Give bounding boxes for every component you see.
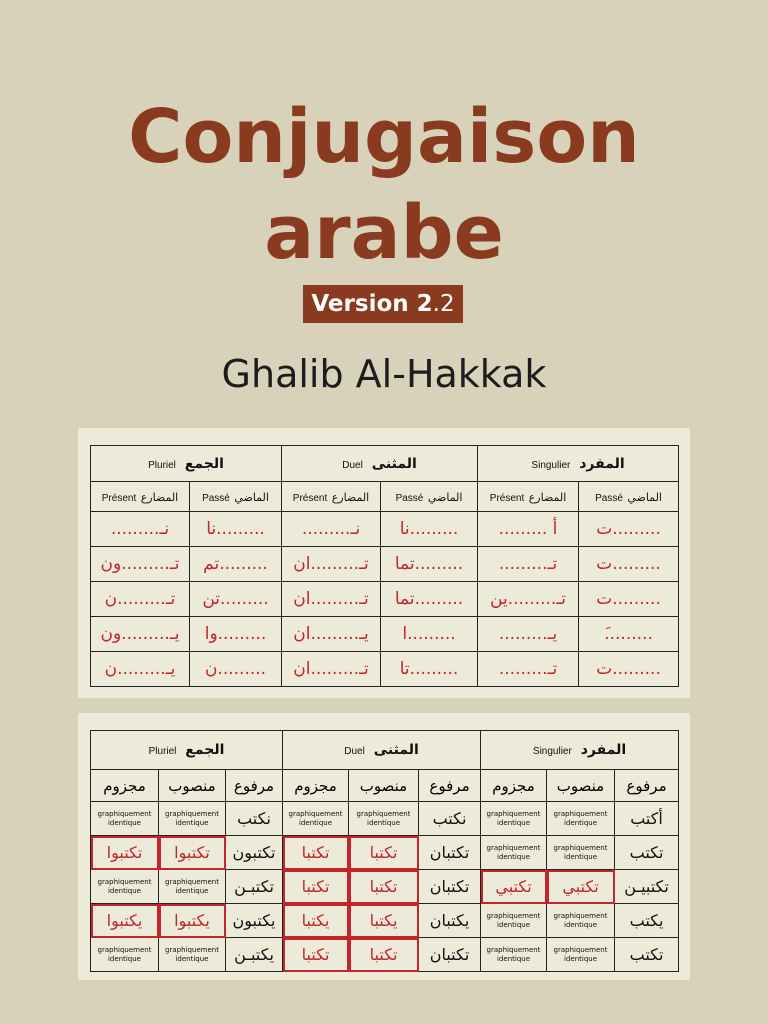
mood-jussive-header: مجزوم (481, 770, 547, 802)
identical-note-line1: graphiquement (165, 877, 219, 886)
conjugation-cell (282, 547, 381, 582)
conjugation-form: تكتب (629, 843, 664, 862)
conjugation-cell (349, 870, 419, 904)
conjugation-cell (381, 512, 478, 547)
conjugation-cell (282, 652, 381, 687)
past-label-ar: الماضي (234, 490, 269, 504)
past-header (190, 482, 282, 512)
identical-note-line1: graphiquement (553, 911, 608, 920)
conjugation-form: تكتبون (232, 843, 276, 862)
identical-note-line1: graphiquement (486, 911, 541, 920)
group-label-fr: Pluriel (148, 746, 177, 757)
conjugation-cell (579, 512, 679, 547)
present-header (478, 482, 579, 512)
conjugation-form: نكتب (237, 809, 271, 828)
mood-subjunctive-header: منصوب (547, 770, 615, 802)
conjugation-cell (283, 836, 349, 870)
group-label-ar: المثنى (373, 742, 419, 758)
conjugation-form: نـ......... (301, 519, 361, 539)
conjugation-form: تـ.........ان (293, 659, 369, 679)
conjugation-form: تـ.........ان (293, 554, 369, 574)
table-header-row (91, 731, 679, 770)
identical-note-line1: graphiquement (165, 945, 219, 954)
conjugation-form: يـ.........ون (100, 624, 180, 644)
identical-note-line2: identique (299, 818, 333, 827)
conjugation-cell (91, 547, 190, 582)
identical-note-line2: identique (107, 886, 141, 895)
group-header-singular (478, 446, 679, 482)
mood-indicative-header: مرفوع (615, 770, 679, 802)
identical-form-note (91, 870, 159, 904)
conjugation-cell (283, 904, 349, 938)
identical-form-note (547, 802, 615, 836)
table-row (91, 652, 679, 687)
conjugation-cell (226, 904, 283, 938)
conjugation-cell (615, 938, 679, 972)
version-label: Version 2 (311, 291, 433, 317)
conjugation-form: يـ......... (498, 624, 558, 644)
conjugation-form: تكتبا (369, 945, 398, 964)
conjugation-cell (615, 870, 679, 904)
table-header-row (91, 446, 679, 482)
conjugation-cell (381, 617, 478, 652)
identical-form-note (547, 938, 615, 972)
table-row (91, 938, 679, 972)
identical-note-line2: identique (107, 954, 141, 963)
conjugation-cell (419, 870, 481, 904)
conjugation-form: تـ.........ون (100, 554, 180, 574)
conjugation-form: تكتبوا (106, 843, 143, 862)
present-label-fr: Présent (292, 492, 328, 504)
conjugation-cell (349, 904, 419, 938)
conjugation-form: يكتبا (369, 911, 398, 930)
identical-note-line2: identique (175, 954, 209, 963)
identical-note-line1: graphiquement (486, 945, 541, 954)
conjugation-form: .........ت (596, 659, 661, 679)
identical-note-line1: graphiquement (486, 843, 541, 852)
identical-form-note (481, 904, 547, 938)
group-header-dual (282, 446, 478, 482)
conjugation-form: نكتب (432, 809, 467, 828)
conjugation-cell (419, 938, 481, 972)
group-label-fr: Pluriel (148, 459, 176, 471)
conjugation-form: .........تا (399, 659, 459, 679)
past-label-fr: Passé (395, 492, 424, 504)
past-label-ar: الماضي (427, 490, 463, 504)
conjugation-cell (226, 802, 283, 836)
conjugation-form: تكتبا (301, 843, 330, 862)
group-label-fr: Duel (342, 459, 363, 471)
present-header (282, 482, 381, 512)
table-row (91, 870, 679, 904)
identical-note-line1: graphiquement (288, 809, 343, 818)
identical-form-note (159, 870, 226, 904)
conjugation-cell (381, 547, 478, 582)
conjugation-cell (226, 836, 283, 870)
present-label-fr: Présent (101, 492, 137, 504)
conjugation-cell (419, 802, 481, 836)
conjugation-form: .........ت (596, 554, 661, 574)
table-row (91, 617, 679, 652)
identical-note-line1: graphiquement (97, 877, 152, 886)
conjugation-form: تكتبـن (234, 877, 274, 896)
identical-note-line2: identique (497, 954, 531, 963)
conjugation-cell (615, 904, 679, 938)
identical-form-note (481, 802, 547, 836)
conjugation-cell (349, 938, 419, 972)
conjugation-form: تكتب (629, 945, 664, 964)
conjugation-form: .........تم (203, 554, 268, 574)
identical-form-note (283, 802, 349, 836)
conjugation-cell (579, 582, 679, 617)
conjugation-form: تكتبا (369, 877, 398, 896)
conjugation-form: تكتبا (301, 877, 330, 896)
identical-note-line1: graphiquement (165, 809, 219, 818)
conjugation-form: يكتبا (301, 911, 330, 930)
conjugation-cell (579, 652, 679, 687)
conjugation-form: تكتبان (429, 877, 470, 896)
identical-form-note (159, 938, 226, 972)
conjugation-form: .........تما (394, 554, 464, 574)
identical-note-line1: graphiquement (553, 809, 608, 818)
conjugation-cell (478, 547, 579, 582)
past-label-ar: الماضي (627, 490, 662, 504)
identical-note-line1: graphiquement (553, 843, 608, 852)
conjugation-cell (91, 512, 190, 547)
conjugation-form: يكتبـن (234, 945, 274, 964)
conjugation-form: تـ.........ن (104, 589, 176, 609)
table-row (91, 802, 679, 836)
conjugation-cell (381, 582, 478, 617)
conjugation-cell (481, 870, 547, 904)
group-label-ar: الجمع (185, 742, 225, 758)
conjugation-cell (190, 617, 282, 652)
identical-note-line2: identique (497, 818, 531, 827)
version-minor: .2 (432, 291, 455, 317)
conjugation-cell (91, 617, 190, 652)
conjugation-form: .........نا (206, 519, 265, 539)
conjugation-cell (283, 870, 349, 904)
conjugation-cell (91, 904, 159, 938)
group-header-singular (481, 731, 679, 770)
conjugation-form: تـ......... (498, 554, 558, 574)
conjugation-cell (615, 836, 679, 870)
conjugation-cell (478, 582, 579, 617)
conjugation-cell (282, 617, 381, 652)
conjugation-cell (283, 938, 349, 972)
conjugation-form: تكتبا (301, 945, 330, 964)
conjugation-form: .........ا (402, 624, 456, 644)
conjugation-form: تكتبا (369, 843, 398, 862)
conjugation-cell (282, 582, 381, 617)
conjugation-form: تكتبوا (174, 843, 210, 862)
identical-form-note (547, 904, 615, 938)
mood-subjunctive-header: منصوب (349, 770, 419, 802)
identical-note-line2: identique (564, 818, 598, 827)
identical-note-line2: identique (497, 920, 531, 929)
conjugation-cell (190, 547, 282, 582)
conjugation-cell (579, 547, 679, 582)
conjugation-cell (478, 617, 579, 652)
mood-header-row (91, 770, 679, 802)
conjugation-form: تكتبيـن (624, 877, 669, 896)
conjugation-form: يكتبوا (174, 911, 210, 930)
mood-subjunctive-header: منصوب (159, 770, 226, 802)
conjugation-form: تكتبي (495, 877, 532, 896)
conjugation-cell (159, 836, 226, 870)
table-row (91, 904, 679, 938)
identical-form-note (91, 938, 159, 972)
conjugation-form: .........تما (394, 589, 464, 609)
conjugation-form: .........نا (399, 519, 459, 539)
identical-form-note (91, 802, 159, 836)
conjugation-form: تكتبي (562, 877, 599, 896)
conjugation-form: .........ت (596, 519, 661, 539)
conjugation-form: .........تن (202, 589, 269, 609)
conjugation-form: يـ.........ن (104, 659, 176, 679)
table-row (91, 512, 679, 547)
past-present-table (90, 445, 679, 687)
identical-note-line2: identique (564, 920, 598, 929)
conjugation-form: .........ن (204, 659, 267, 679)
past-label-fr: Passé (202, 492, 230, 504)
moods-table (90, 730, 679, 972)
mood-indicative-header: مرفوع (419, 770, 481, 802)
identical-note-line2: identique (497, 852, 531, 861)
conjugation-cell (190, 652, 282, 687)
moods-table-panel (78, 713, 690, 980)
group-label-ar: المثنى (371, 455, 417, 472)
identical-note-line2: identique (367, 818, 401, 827)
title-line-1: Conjugaison (128, 94, 640, 180)
identical-note-line2: identique (175, 818, 209, 827)
identical-form-note (481, 836, 547, 870)
identical-note-line1: graphiquement (356, 809, 411, 818)
identical-note-line2: identique (175, 886, 209, 895)
conjugation-form: .........َ (604, 624, 653, 644)
conjugation-form: أ ......... (498, 519, 558, 539)
conjugation-form: تـ.........ان (293, 589, 369, 609)
present-label-fr: Présent (489, 492, 525, 504)
conjugation-cell (615, 802, 679, 836)
conjugation-form: يكتبان (429, 911, 470, 930)
group-header-plural (91, 446, 282, 482)
identical-form-note (481, 938, 547, 972)
conjugation-cell (547, 870, 615, 904)
conjugation-cell (381, 652, 478, 687)
past-present-table-panel (78, 428, 690, 698)
author-name: Ghalib Al-Hakkak (221, 352, 547, 396)
identical-note-line2: identique (564, 954, 598, 963)
title-line-2: arabe (264, 190, 504, 276)
table-row (91, 836, 679, 870)
conjugation-form: تكتبان (429, 945, 470, 964)
conjugation-cell (478, 512, 579, 547)
conjugation-cell (190, 512, 282, 547)
conjugation-cell (91, 582, 190, 617)
mood-jussive-header: مجزوم (283, 770, 349, 802)
present-header (91, 482, 190, 512)
conjugation-cell (579, 617, 679, 652)
conjugation-cell (226, 938, 283, 972)
group-label-ar: الجمع (184, 455, 224, 472)
conjugation-form: نـ......... (110, 519, 170, 539)
identical-note-line1: graphiquement (553, 945, 608, 954)
present-label-ar: المضارع (140, 490, 179, 504)
conjugation-cell (478, 652, 579, 687)
past-header (381, 482, 478, 512)
identical-form-note (159, 802, 226, 836)
group-label-ar: المفرد (579, 455, 625, 472)
conjugation-form: تـ......... (498, 659, 558, 679)
conjugation-cell (282, 512, 381, 547)
identical-note-line1: graphiquement (486, 809, 541, 818)
group-label-fr: Singulier (532, 746, 572, 757)
group-label-fr: Singulier (531, 459, 571, 471)
table-row (91, 547, 679, 582)
version-badge (303, 285, 463, 323)
group-header-dual (283, 731, 481, 770)
conjugation-cell (91, 836, 159, 870)
group-header-plural (91, 731, 283, 770)
past-header (579, 482, 679, 512)
identical-form-note (349, 802, 419, 836)
conjugation-cell (419, 836, 481, 870)
group-label-ar: المفرد (580, 742, 627, 758)
past-label-fr: Passé (595, 492, 623, 504)
conjugation-cell (91, 652, 190, 687)
identical-note-line1: graphiquement (97, 945, 152, 954)
identical-form-note (547, 836, 615, 870)
present-label-ar: المضارع (528, 490, 567, 504)
identical-note-line1: graphiquement (97, 809, 152, 818)
conjugation-form: تكتبان (429, 843, 470, 862)
identical-note-line2: identique (564, 852, 598, 861)
mood-jussive-header: مجزوم (91, 770, 159, 802)
conjugation-form: يكتبون (232, 911, 276, 930)
conjugation-cell (349, 836, 419, 870)
tense-header-row (91, 482, 679, 512)
conjugation-form: أكتب (630, 809, 663, 828)
conjugation-form: يـ.........ان (293, 624, 369, 644)
mood-indicative-header: مرفوع (226, 770, 283, 802)
group-label-fr: Duel (344, 746, 365, 757)
conjugation-cell (226, 870, 283, 904)
conjugation-cell (190, 582, 282, 617)
conjugation-form: .........وا (204, 624, 267, 644)
identical-note-line2: identique (107, 818, 141, 827)
conjugation-cell (419, 904, 481, 938)
conjugation-form: تـ.........ين (490, 589, 567, 609)
present-label-ar: المضارع (331, 490, 370, 504)
table-row (91, 582, 679, 617)
conjugation-cell (159, 904, 226, 938)
conjugation-form: يكتب (629, 911, 664, 930)
conjugation-form: .........ت (596, 589, 661, 609)
conjugation-form: يكتبوا (106, 911, 143, 930)
